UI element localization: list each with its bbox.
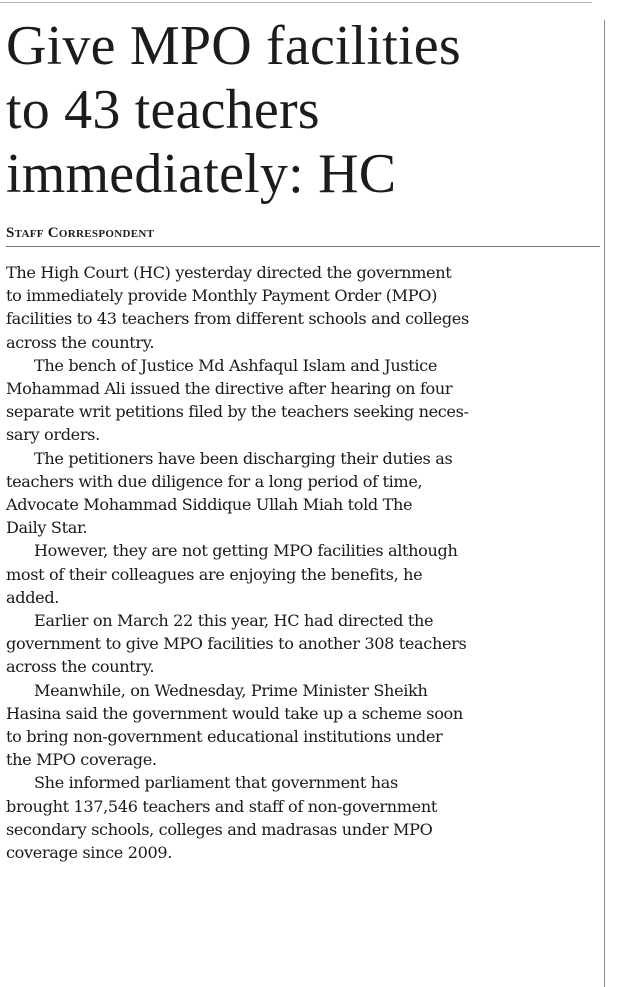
text-line: Advocate Mohammad Siddique Ullah Miah told The	[6, 495, 413, 515]
text-line: The petitioners have been discharging their duties as	[34, 448, 453, 468]
text-line: Mohammad Ali issued the directive after hearing on four	[6, 379, 453, 399]
text-line: added.	[6, 587, 60, 607]
paragraph	[6, 447, 600, 540]
text-line: government to give MPO facilities to another 308 teachers	[6, 634, 467, 654]
paragraph	[6, 771, 600, 864]
text-line: Meanwhile, on Wednesday, Prime Minister Sheikh	[34, 680, 428, 700]
text-line: Earlier on March 22 this year, HC had directed the	[34, 611, 434, 631]
text-line: facilities to 43 teachers from different schools and colleges	[6, 309, 469, 329]
headline-line: Give MPO facilities	[6, 15, 461, 77]
text-line: Hasina said the government would take up a scheme soon	[6, 703, 463, 723]
news-article	[6, 14, 600, 864]
text-line: The bench of Justice Md Ashfaqul Islam and Justice	[34, 355, 437, 375]
text-line: teachers with due diligence for a long period of time,	[6, 471, 423, 491]
paragraph	[6, 354, 600, 447]
text-line: the MPO coverage.	[6, 750, 157, 770]
text-line: most of their colleagues are enjoying the benefits, he	[6, 564, 423, 584]
paragraph	[6, 261, 600, 354]
article-body	[6, 261, 600, 864]
paragraph	[6, 679, 600, 772]
paragraph	[6, 609, 600, 679]
column-rule	[604, 20, 605, 987]
headline	[6, 14, 600, 206]
text-line: However, they are not getting MPO facilities although	[34, 541, 458, 561]
text-line: She informed parliament that government has	[34, 773, 398, 793]
text-line: across the country.	[6, 657, 155, 677]
text-line: secondary schools, colleges and madrasas under MPO	[6, 819, 433, 839]
paragraph	[6, 539, 600, 609]
text-line: to immediately provide Monthly Payment Order (MPO)	[6, 286, 438, 306]
byline: Staff Correspondent	[6, 224, 600, 247]
top-rule	[0, 2, 592, 3]
text-line: separate writ petitions filed by the teachers seeking neces-	[6, 402, 469, 422]
text-line: across the country.	[6, 332, 155, 352]
text-line: brought 137,546 teachers and staff of non-government	[6, 796, 437, 816]
text-line: to bring non-government educational institutions under	[6, 727, 443, 747]
text-line: sary orders.	[6, 425, 100, 445]
headline-line: immediately: HC	[6, 143, 397, 205]
text-line: The High Court (HC) yesterday directed the government	[6, 263, 452, 282]
headline-line: to 43 teachers	[6, 79, 320, 141]
text-line: coverage since 2009.	[6, 843, 173, 863]
text-line: Daily Star.	[6, 518, 88, 538]
